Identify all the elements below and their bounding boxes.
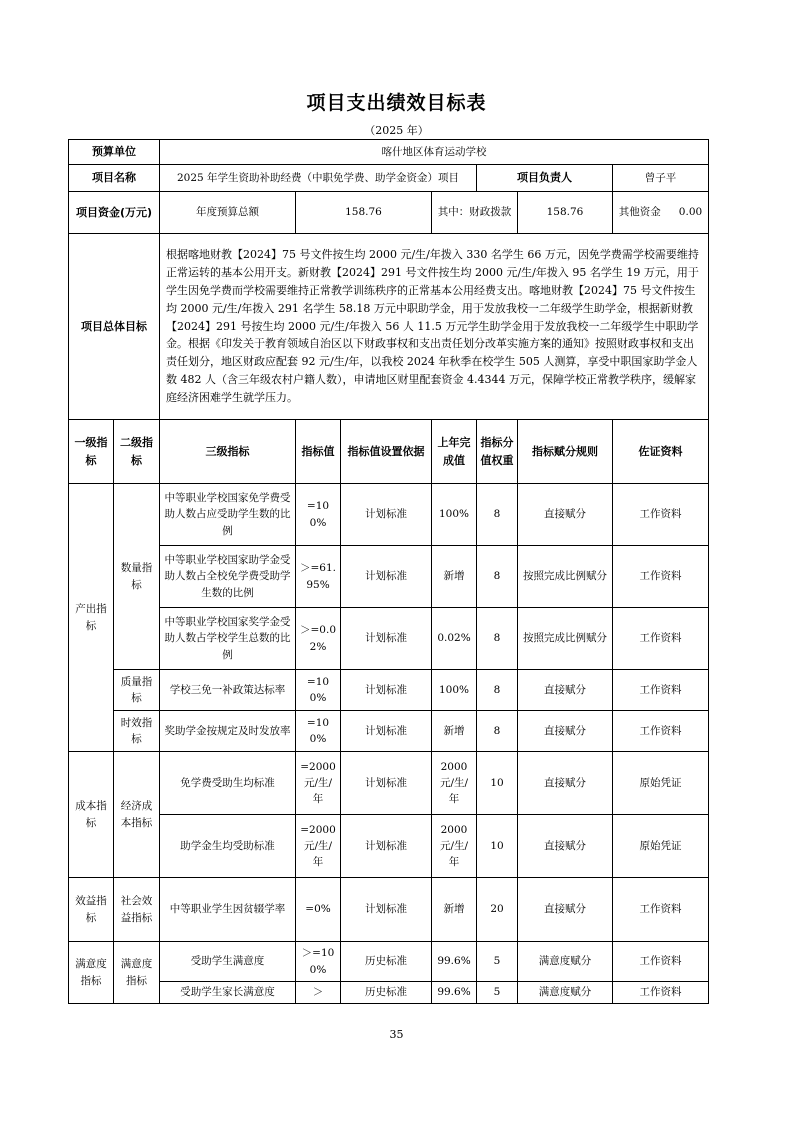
col-value: 指标值 <box>296 420 341 484</box>
cell-basis: 计划标准 <box>341 711 432 752</box>
col-evidence: 佐证资料 <box>613 420 709 484</box>
table-row <box>69 484 709 546</box>
cell-l3: 受助学生家长满意度 <box>160 982 296 1004</box>
cell-rule: 满意度赋分 <box>518 982 613 1004</box>
table-row <box>69 546 709 608</box>
cell-evidence: 工作资料 <box>613 942 709 982</box>
cell-basis: 计划标准 <box>341 484 432 546</box>
project-name-value: 2025 年学生资助补助经费（中职免学费、助学金资金）项目 <box>160 165 477 192</box>
cell-basis: 计划标准 <box>341 815 432 878</box>
col-basis: 指标值设置依据 <box>341 420 432 484</box>
manager-label: 项目负责人 <box>477 165 613 192</box>
col-weight: 指标分值权重 <box>477 420 518 484</box>
group-timeliness: 时效指标 <box>114 711 160 752</box>
cell-weight: 20 <box>477 878 518 942</box>
cell-last: 99.6% <box>432 982 477 1004</box>
cell-l3: 中等职业学校国家奖学金受助人数占学校学生总数的比例 <box>160 608 296 670</box>
column-header-row <box>69 420 709 484</box>
table-row <box>69 815 709 878</box>
table-row <box>69 752 709 815</box>
group-social-benefit: 社会效益指标 <box>114 878 160 942</box>
goal-row <box>69 234 709 420</box>
cell-weight: 5 <box>477 942 518 982</box>
table-row <box>69 942 709 982</box>
cell-evidence: 原始凭证 <box>613 752 709 815</box>
cell-rule: 直接赋分 <box>518 752 613 815</box>
cell-basis: 计划标准 <box>341 878 432 942</box>
cell-rule: 直接赋分 <box>518 711 613 752</box>
cell-value: =100% <box>296 711 341 752</box>
project-name-label: 项目名称 <box>69 165 160 192</box>
cell-l3: 学校三免一补政策达标率 <box>160 670 296 711</box>
group-satisfaction-sub: 满意度指标 <box>114 942 160 1004</box>
cell-evidence: 工作资料 <box>613 711 709 752</box>
cell-weight: 8 <box>477 711 518 752</box>
col-l3: 三级指标 <box>160 420 296 484</box>
cell-rule: 直接赋分 <box>518 815 613 878</box>
unit-value: 喀什地区体育运动学校 <box>160 140 709 165</box>
unit-row <box>69 140 709 165</box>
table-row <box>69 982 709 1004</box>
cell-evidence: 工作资料 <box>613 608 709 670</box>
cell-weight: 5 <box>477 982 518 1004</box>
cell-l3: 奖助学金按规定及时发放率 <box>160 711 296 752</box>
col-rule: 指标赋分规则 <box>518 420 613 484</box>
goal-label: 项目总体目标 <box>69 234 160 420</box>
cell-basis: 历史标准 <box>341 942 432 982</box>
col-l1: 一级指标 <box>69 420 114 484</box>
col-l2: 二级指标 <box>114 420 160 484</box>
cell-rule: 满意度赋分 <box>518 942 613 982</box>
cell-l3: 中等职业学校国家助学金受助人数占全校免学费受助学生数的比例 <box>160 546 296 608</box>
cell-value: ＞=61.95% <box>296 546 341 608</box>
cell-value: =2000元/生/年 <box>296 752 341 815</box>
col-last: 上年完成值 <box>432 420 477 484</box>
group-benefit: 效益指标 <box>69 878 114 942</box>
cell-last: 99.6% <box>432 942 477 982</box>
cell-rule: 直接赋分 <box>518 878 613 942</box>
cell-l3: 助学金生均受助标准 <box>160 815 296 878</box>
year-label: （2025 年） <box>364 124 429 137</box>
cell-weight: 8 <box>477 546 518 608</box>
cell-l3: 免学费受助生均标准 <box>160 752 296 815</box>
project-name-row <box>69 165 709 192</box>
cell-basis: 计划标准 <box>341 670 432 711</box>
cell-last: 新增 <box>432 546 477 608</box>
cell-rule: 直接赋分 <box>518 484 613 546</box>
manager-value: 曾子平 <box>613 165 709 192</box>
unit-label: 预算单位 <box>69 140 160 165</box>
cell-last: 新增 <box>432 711 477 752</box>
group-quality: 质量指标 <box>114 670 160 711</box>
other-value: 0.00 <box>678 206 703 219</box>
cell-last: 新增 <box>432 878 477 942</box>
fiscal-label: 其中：财政拨款 <box>432 192 518 234</box>
performance-table <box>68 139 709 1004</box>
cell-evidence: 工作资料 <box>613 484 709 546</box>
group-quantity: 数量指标 <box>114 484 160 670</box>
table-row <box>69 670 709 711</box>
cell-basis: 历史标准 <box>341 982 432 1004</box>
cell-last: 2000元/生/年 <box>432 815 477 878</box>
cell-rule: 直接赋分 <box>518 670 613 711</box>
cell-value: ＞ <box>296 982 341 1004</box>
cell-l3: 中等职业学校国家免学费受助人数占应受助学生数的比例 <box>160 484 296 546</box>
cell-value: =100% <box>296 670 341 711</box>
cell-evidence: 工作资料 <box>613 670 709 711</box>
cell-rule: 按照完成比例赋分 <box>518 546 613 608</box>
page-number: 35 <box>389 1028 404 1041</box>
cell-basis: 计划标准 <box>341 608 432 670</box>
cell-value: ＞=100% <box>296 942 341 982</box>
funds-label: 项目资金(万元) <box>69 192 160 234</box>
other-funds <box>613 192 709 234</box>
group-output: 产出指标 <box>69 484 114 752</box>
group-satisfaction: 满意度指标 <box>69 942 114 1004</box>
funds-row <box>69 192 709 234</box>
cell-l3: 中等职业学生因贫辍学率 <box>160 878 296 942</box>
cell-value: =100% <box>296 484 341 546</box>
table-row <box>69 878 709 942</box>
cell-evidence: 工作资料 <box>613 546 709 608</box>
cell-value: =2000元/生/年 <box>296 815 341 878</box>
cell-basis: 计划标准 <box>341 546 432 608</box>
annual-budget-value: 158.76 <box>296 192 432 234</box>
other-label: 其他资金 <box>618 206 661 219</box>
cell-value: =0% <box>296 878 341 942</box>
table-row <box>69 711 709 752</box>
group-economic-cost: 经济成本指标 <box>114 752 160 878</box>
group-cost: 成本指标 <box>69 752 114 878</box>
cell-basis: 计划标准 <box>341 752 432 815</box>
cell-evidence: 工作资料 <box>613 878 709 942</box>
cell-weight: 8 <box>477 670 518 711</box>
cell-rule: 按照完成比例赋分 <box>518 608 613 670</box>
fiscal-value: 158.76 <box>518 192 613 234</box>
cell-evidence: 工作资料 <box>613 982 709 1004</box>
cell-evidence: 原始凭证 <box>613 815 709 878</box>
cell-last: 100% <box>432 484 477 546</box>
cell-weight: 10 <box>477 752 518 815</box>
cell-weight: 8 <box>477 608 518 670</box>
cell-weight: 8 <box>477 484 518 546</box>
page-title: 项目支出绩效目标表 <box>306 92 487 114</box>
cell-last: 0.02% <box>432 608 477 670</box>
cell-l3: 受助学生满意度 <box>160 942 296 982</box>
table-row <box>69 608 709 670</box>
cell-last: 100% <box>432 670 477 711</box>
cell-value: ＞=0.02% <box>296 608 341 670</box>
annual-budget-label: 年度预算总额 <box>160 192 296 234</box>
goal-text: 根据喀地财教【2024】75 号文件按生均 2000 元/生/年拨入 330 名学生 66 万元，因免学费需学校需要维持正常运转的基本公用开支。新财教【2024】291 号文件按生均 2000 元/生/年拨入 95 名学生 19 万元，用于学生因免学费而学校需要维持正常教学训练秩序的正常基本公用经费支出。喀地财教【2024】75 号文件按生均 2000 元/生/年拨入 291 名学生 58.18 万元中职助学金，用于发放我校一二年级学生助学金，根据新财教【2024】291 号按生均 2000 元/生/年拨入 56 人 11.5 万元学生助学金用于发放我校一二年级学生中职助学金。根据《印发关于教育领域自治区以下财政事权和支出责任划分改革实施方案的通知》按照财政事权和支出责任划分，地区财政应配套 92 元/生/年，以我校 2024 年秋季在校学生 505 人测算，享受中职国家助学金人数 482 人（含三年级农村户籍人数），申请地区财里配套资金 4.4344 万元，保障学校正常教学秩序，缓解家庭经济困难学生就学压力。 <box>160 234 709 420</box>
cell-last: 2000元/生/年 <box>432 752 477 815</box>
cell-weight: 10 <box>477 815 518 878</box>
